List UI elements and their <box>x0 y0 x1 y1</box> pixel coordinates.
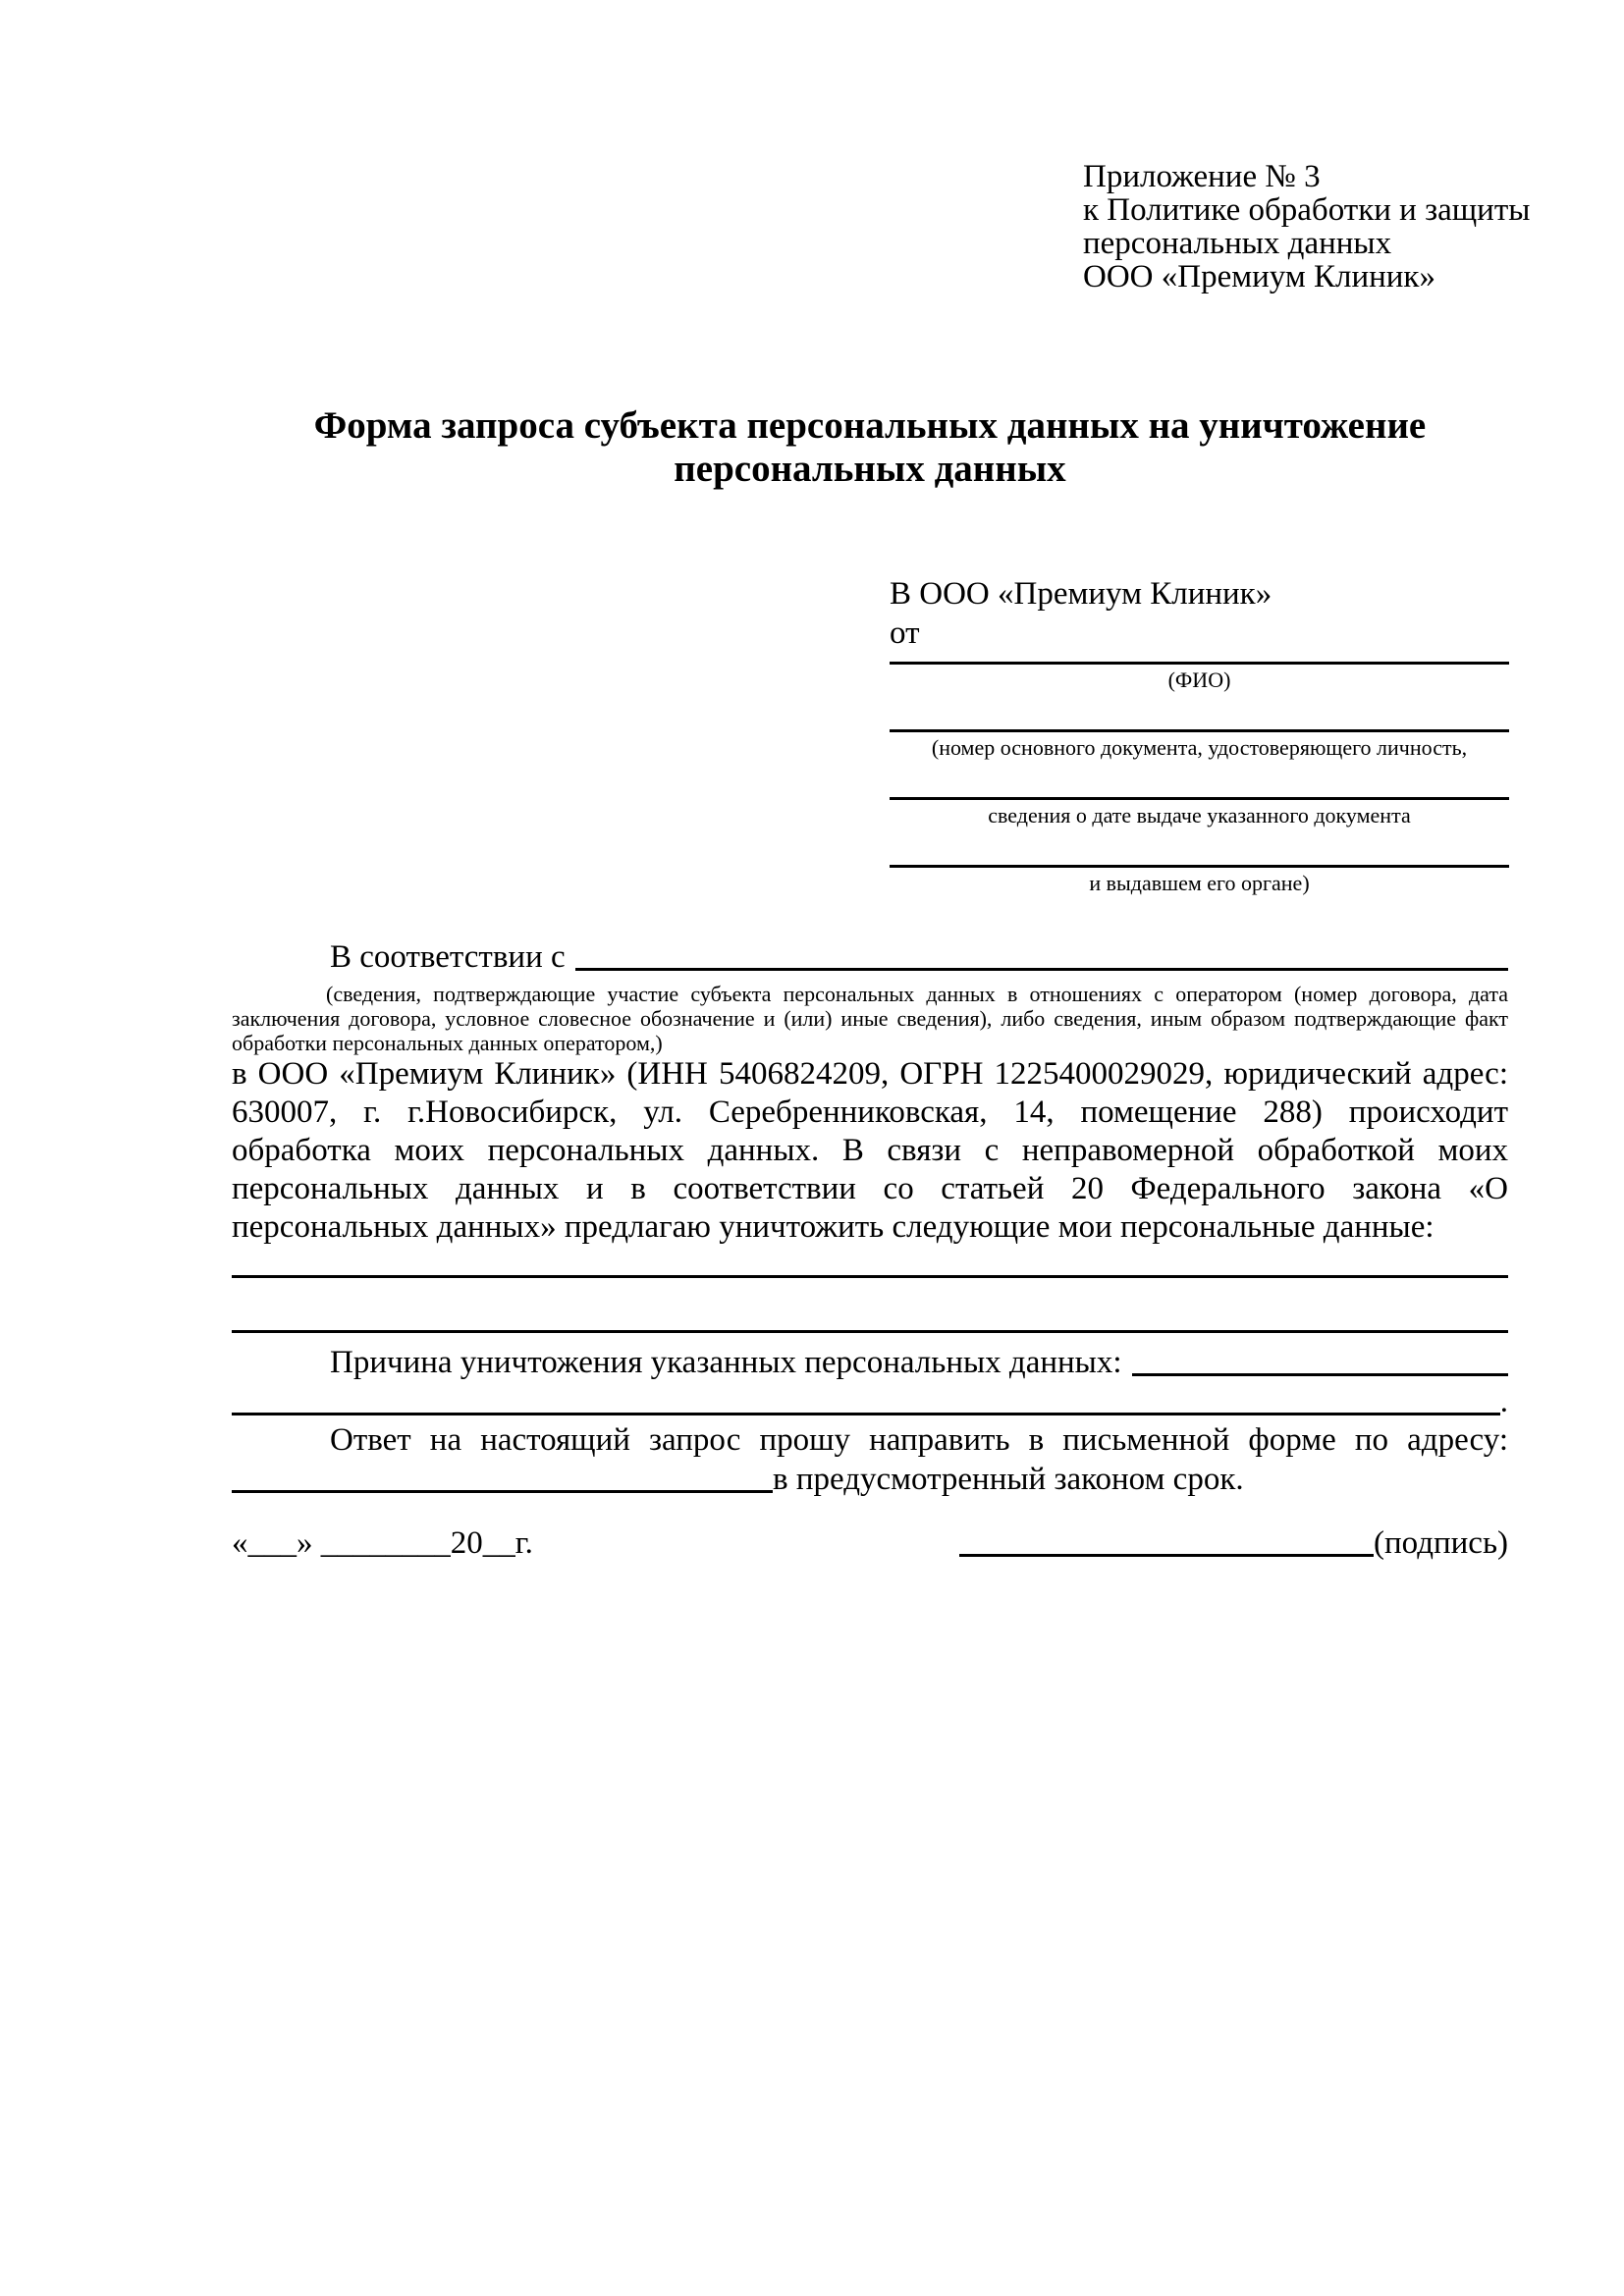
appendix-header-line-1: Приложение № 3 <box>1083 159 1321 194</box>
reason-input-line-2[interactable] <box>232 1382 1500 1415</box>
identity-document-number-caption: (номер основного документа, удостоверяющего личность, <box>931 735 1468 760</box>
appendix-header-line-2: к Политике обработки и защиты <box>1083 192 1531 228</box>
identity-document-number-input-line[interactable] <box>890 729 1509 732</box>
appendix-header-line-3: персональных данных <box>1083 226 1392 261</box>
appendix-header <box>1083 160 1530 294</box>
response-paragraph: Ответ на настоящий запрос прошу направить в письменной форме по адресу: <box>330 1422 1508 1458</box>
document-body <box>232 937 1508 1499</box>
response-tail-text: в предусмотренный законом срок. <box>773 1462 1244 1497</box>
footer-row <box>232 1523 1508 1563</box>
issuing-authority-caption: и выдавшем его органе) <box>1089 871 1310 895</box>
issuing-authority-input-line[interactable] <box>890 865 1509 868</box>
personal-data-input-line-2[interactable] <box>232 1330 1508 1333</box>
personal-data-input-line-1[interactable] <box>232 1275 1508 1278</box>
reason-continuation-row <box>232 1382 1508 1421</box>
reason-row <box>232 1343 1508 1382</box>
response-address-input-line[interactable] <box>232 1460 773 1493</box>
signature-caption: (подпись) <box>1374 1525 1508 1561</box>
accordance-input-line[interactable] <box>575 937 1508 971</box>
accordance-row <box>232 937 1508 977</box>
date-field[interactable]: «___» ________20__г. <box>232 1525 533 1561</box>
document-issue-date-caption: сведения о дате выдаче указанного документа <box>988 803 1411 828</box>
signature-input-line[interactable] <box>959 1523 1374 1557</box>
fio-input-line[interactable] <box>890 662 1509 665</box>
reason-input-line[interactable] <box>1132 1343 1508 1376</box>
reason-lead-text: Причина уничтожения указанных персональных данных: <box>330 1345 1122 1380</box>
document-title: Форма запроса субъекта персональных данных на уничтожение персональных данных <box>313 404 1427 490</box>
accordance-lead-text: В соответствии с <box>330 939 566 975</box>
addressee-from-label: от <box>890 615 920 651</box>
response-address-row <box>232 1460 1508 1499</box>
fio-caption: (ФИО) <box>1167 667 1231 692</box>
accordance-footnote: (сведения, подтверждающие участие субъекта персональных данных в отношениях с оператором (номер договора, дата заключения договора, условное словесное обозначение и (или) иные сведения), либо сведения, иным образом подтверждающие факт обработки персональных данных оператором,) <box>232 982 1508 1055</box>
main-paragraph: в ООО «Премиум Клиник» (ИНН 5406824209, ОГРН 1225400029029, юридический адрес: 630007, г. г.Новосибирск, ул. Серебренниковская, 14, помещение 288) происходит обработка моих персональных данных. В связи с неправомерной обработкой моих персональных данных и в соответствии со статьей 20 Федерального закона «О персональных данных» предлагаю уничтожить следующие мои персональные данные: <box>232 1056 1508 1245</box>
reason-line-period: . <box>1499 1384 1508 1419</box>
document-issue-date-input-line[interactable] <box>890 797 1509 800</box>
appendix-header-line-4: ООО «Премиум Клиник» <box>1083 259 1435 294</box>
addressee-organization: В ООО «Премиум Клиник» <box>890 576 1272 612</box>
addressee-block <box>890 574 1509 896</box>
signature-group <box>959 1523 1508 1563</box>
